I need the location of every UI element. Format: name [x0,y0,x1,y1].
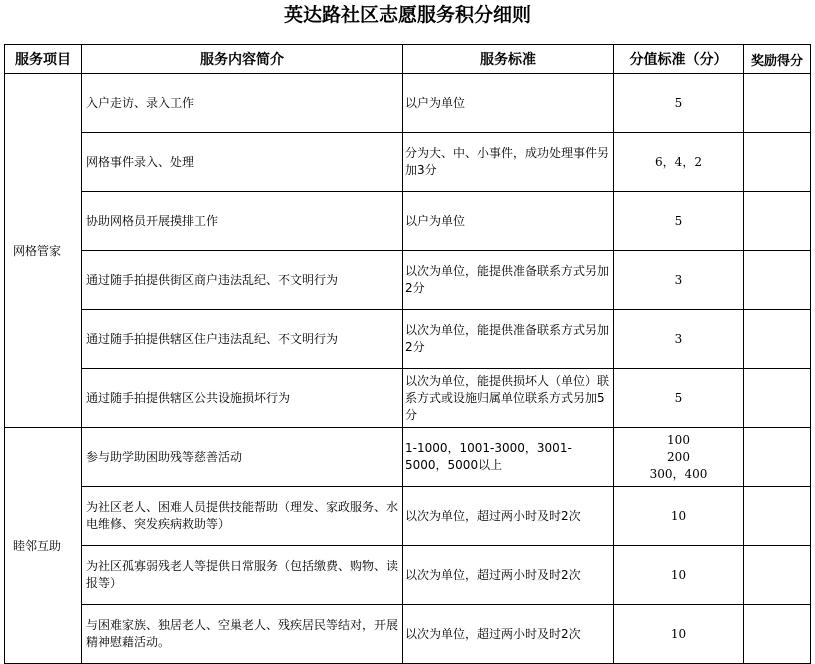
score-cell: 5 [614,192,744,251]
header-reward: 奖励得分 [744,45,811,74]
standard-cell: 以次为单位，能提供准备联系方式另加2分 [403,251,614,310]
standard-cell: 以次为单位，超过两小时及时2次 [403,487,614,546]
score-cell: 6，4，2 [614,133,744,192]
table-row [5,487,811,546]
score-cell: 10 [614,487,744,546]
content-cell: 通过随手拍提供辖区住户违法乱纪、不文明行为 [82,310,403,369]
table-row [5,546,811,605]
content-cell: 网格事件录入、处理 [82,133,403,192]
header-content: 服务内容简介 [82,45,403,74]
reward-cell [744,487,811,546]
reward-cell [744,310,811,369]
standard-cell: 以户为单位 [403,74,614,133]
table-row [5,251,811,310]
score-line: 300，400 [649,466,708,481]
reward-cell [744,546,811,605]
table-row [5,74,811,133]
content-cell: 协助网格员开展摸排工作 [82,192,403,251]
score-cell [614,428,744,487]
standard-cell: 以次为单位，能提供损坏人（单位）联系方式或设施归属单位联系方式另加5分 [403,369,614,428]
table-row [5,369,811,428]
header-standard: 服务标准 [403,45,614,74]
standard-cell: 分为大、中、小事件，成功处理事件另加3分 [403,133,614,192]
score-line: 100 [667,432,690,447]
score-cell: 5 [614,369,744,428]
table-row [5,310,811,369]
table-row [5,605,811,664]
reward-cell [744,192,811,251]
score-cell: 10 [614,605,744,664]
header-row [5,45,811,74]
content-cell: 参与助学助困助残等慈善活动 [82,428,403,487]
score-line: 200 [667,449,690,464]
reward-cell [744,428,811,487]
standard-cell: 以次为单位，超过两小时及时2次 [403,546,614,605]
content-cell: 为社区孤寡弱残老人等提供日常服务（包括缴费、购物、读报等） [82,546,403,605]
standard-cell: 1-1000，1001-3000，3001-5000，5000以上 [403,428,614,487]
category-cell: 网格管家 [5,74,82,428]
header-category: 服务项目 [5,45,82,74]
score-cell: 3 [614,310,744,369]
page-title: 英达路社区志愿服务积分细则 [283,4,531,26]
standard-cell: 以次为单位，能提供准备联系方式另加2分 [403,310,614,369]
score-cell: 5 [614,74,744,133]
reward-cell [744,74,811,133]
table-row [5,428,811,487]
table-row [5,192,811,251]
content-cell: 为社区老人、困难人员提供技能帮助（理发、家政服务、水电维修、突发疾病救助等） [82,487,403,546]
reward-cell [744,369,811,428]
points-table [4,44,811,664]
score-cell: 3 [614,251,744,310]
reward-cell [744,251,811,310]
content-cell: 通过随手拍提供辖区公共设施损坏行为 [82,369,403,428]
score-cell: 10 [614,546,744,605]
content-cell: 与困难家族、独居老人、空巢老人、残疾居民等结对，开展精神慰藉活动。 [82,605,403,664]
reward-cell [744,133,811,192]
table-row [5,133,811,192]
standard-cell: 以次为单位，超过两小时及时2次 [403,605,614,664]
category-cell: 睦邻互助 [5,428,82,664]
content-cell: 通过随手拍提供街区商户违法乱纪、不文明行为 [82,251,403,310]
reward-cell [744,605,811,664]
standard-cell: 以户为单位 [403,192,614,251]
content-cell: 入户走访、录入工作 [82,74,403,133]
header-score: 分值标准（分） [614,45,744,74]
